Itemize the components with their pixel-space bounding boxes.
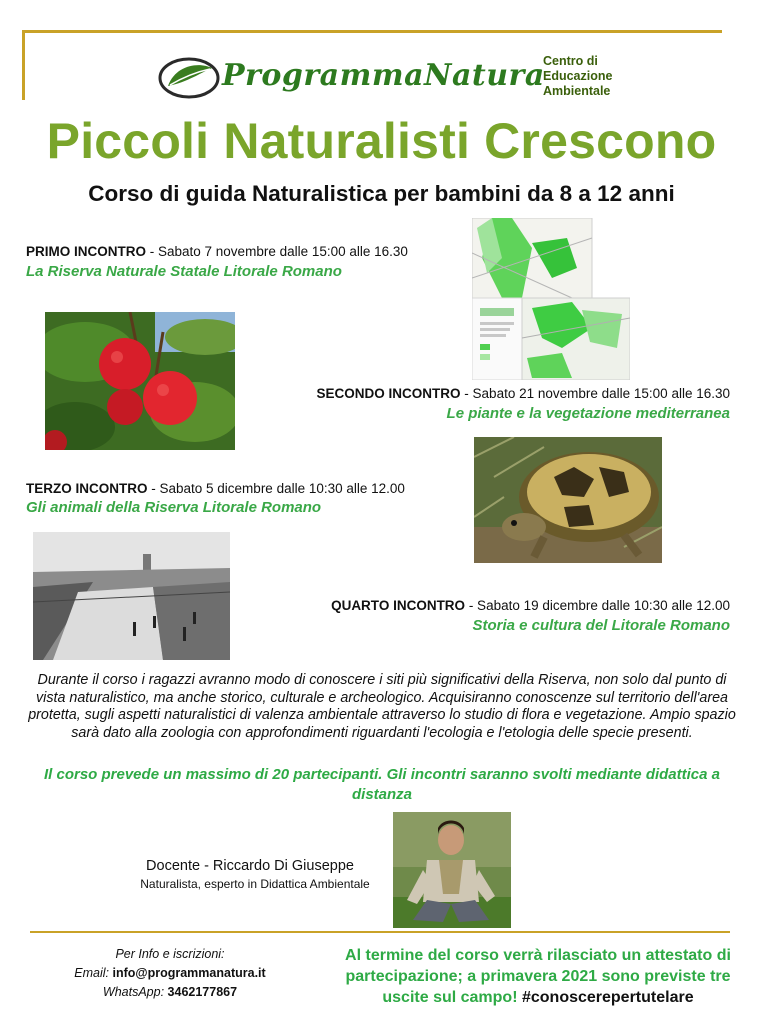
teacher-name: Docente - Riccardo Di Giuseppe bbox=[146, 858, 354, 874]
teacher-photo bbox=[393, 812, 511, 928]
logo-tagline-line-2: Educazione bbox=[543, 69, 613, 83]
email-label: Email: bbox=[74, 966, 113, 980]
page-subtitle: Corso di guida Naturalistica per bambini da 8 a 12 anni bbox=[88, 181, 675, 206]
logo-wordmark: ProgrammaNatura bbox=[222, 58, 545, 93]
page-title: Piccoli Naturalisti Crescono bbox=[46, 113, 717, 169]
reserve-map-image bbox=[472, 218, 630, 380]
tortoise-photo bbox=[474, 437, 662, 563]
meeting-1-topic: La Riserva Naturale Statale Litorale Romano bbox=[26, 263, 342, 280]
meeting-1-label: PRIMO INCONTRO bbox=[26, 244, 146, 259]
participants-note: Il corso prevede un massimo di 20 partecipanti. Gli incontri saranno svolti mediante didattica a distanza bbox=[43, 766, 721, 803]
leaf-logo-icon bbox=[158, 56, 220, 100]
meeting-1-header bbox=[26, 244, 408, 259]
whatsapp-label: WhatsApp: bbox=[102, 985, 168, 999]
logo-tagline bbox=[543, 54, 612, 99]
strawberry-tree-photo bbox=[45, 312, 235, 450]
contact-email-line bbox=[60, 964, 280, 983]
meeting-3-header bbox=[26, 481, 405, 496]
meeting-2-when: - Sabato 21 novembre dalle 15:00 alle 16.30 bbox=[460, 386, 730, 401]
logo-tagline-line-3: Ambientale bbox=[543, 84, 611, 98]
meeting-3-label: TERZO INCONTRO bbox=[26, 481, 148, 496]
hashtag: #conoscerepertutelare bbox=[521, 989, 694, 1006]
meeting-3-when: - Sabato 5 dicembre dalle 10:30 alle 12.00 bbox=[147, 481, 405, 496]
whatsapp-number[interactable]: 3462177867 bbox=[167, 985, 238, 999]
meeting-4-header bbox=[200, 598, 730, 613]
programmanatura-logo bbox=[158, 54, 618, 106]
meeting-4-when: - Sabato 19 dicembre dalle 10:30 alle 12.00 bbox=[465, 598, 730, 613]
email-link[interactable]: info@programmanatura.it bbox=[112, 966, 266, 980]
meeting-4-topic: Storia e cultura del Litorale Romano bbox=[472, 617, 730, 634]
meeting-2-header bbox=[200, 386, 730, 401]
logo-tagline-line-1: Centro di bbox=[543, 54, 598, 68]
contact-whatsapp-line bbox=[60, 983, 280, 1002]
course-description: Durante il corso i ragazzi avranno modo di conoscere i siti più significativi della Riserva, non solo dal punto di vista naturalistico, ma anche storico, culturale e archeologico. Acquisiranno conoscenze sul territorio dell'area protetta, sugli aspetti naturalistici di valenza ambientale attraverso lo studio di flora e vegetazione. Ampio spazio sarà dato alla zoologia con approfondimenti riguardanti l'ecologia e l'etologia delle specie presenti. bbox=[28, 672, 736, 741]
meeting-2-label: SECONDO INCONTRO bbox=[316, 386, 461, 401]
meeting-4-label: QUARTO INCONTRO bbox=[331, 598, 466, 613]
teacher-role: Naturalista, esperto in Didattica Ambientale bbox=[140, 877, 370, 891]
closing-text: Al termine del corso verrà rilasciato un attestato di partecipazione; a primavera 2021 sono previste tre uscite sul campo! bbox=[345, 947, 731, 1006]
closing-note bbox=[328, 945, 748, 1008]
contact-info bbox=[60, 945, 280, 1002]
bottom-divider bbox=[30, 931, 730, 933]
meeting-2-topic: Le piante e la vegetazione mediterranea bbox=[446, 405, 730, 422]
meeting-1-when: - Sabato 7 novembre dalle 15:00 alle 16.30 bbox=[146, 244, 408, 259]
historic-canal-photo bbox=[33, 532, 230, 660]
contact-heading: Per Info e iscrizioni: bbox=[115, 947, 225, 961]
meeting-3-topic: Gli animali della Riserva Litorale Romano bbox=[26, 499, 322, 516]
top-border-line bbox=[22, 30, 722, 33]
left-border-line bbox=[22, 30, 25, 100]
